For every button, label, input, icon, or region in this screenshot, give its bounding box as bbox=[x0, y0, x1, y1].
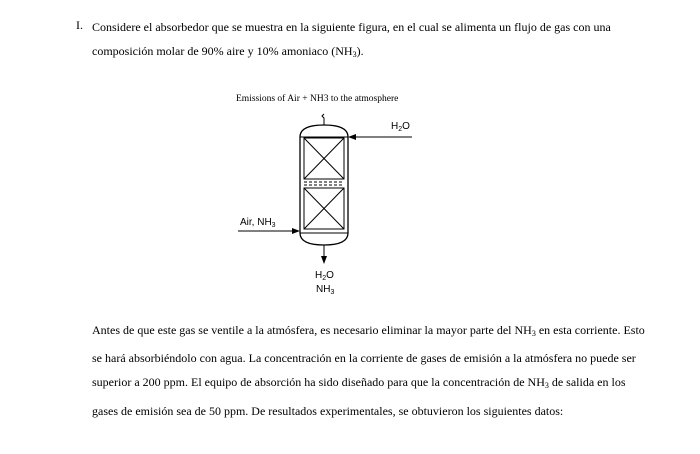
body-text-1: Antes de que este gas se ventile a la atmósfera, es necesario eliminar la mayor parte del NH bbox=[92, 323, 532, 337]
body-subscript-2: 3 bbox=[544, 381, 549, 391]
top-vent-line bbox=[322, 114, 324, 125]
gas-inlet-label-text: Air, NH bbox=[240, 217, 272, 228]
intro-text-2: ). bbox=[356, 43, 364, 58]
gas-inlet-label bbox=[240, 217, 276, 232]
water-inlet-label-sub: 2 bbox=[398, 126, 403, 133]
bottom-ammonia-label bbox=[316, 284, 334, 299]
body-subscript-1: 3 bbox=[531, 329, 536, 338]
intro-subscript: 3 bbox=[352, 49, 357, 59]
bottom-ammonia-label-sub: 3 bbox=[330, 289, 335, 296]
body-text-2: en esta corriente. Esto se hará absorbiéndolo con agua. La concentración en la corriente de gases de emisión a la atmósfera no puede ser superior a 200 ppm. El equipo de absorción ha sido diseñado para que la concentración de NH bbox=[92, 323, 645, 390]
bottom-water-label bbox=[315, 270, 334, 285]
problem-body bbox=[92, 318, 652, 423]
water-inlet-arrowhead bbox=[348, 134, 356, 140]
problem-number: I. bbox=[76, 18, 83, 32]
bottom-water-label-sub: 2 bbox=[322, 275, 327, 282]
water-inlet-label bbox=[391, 121, 410, 136]
water-inlet-label-h: H bbox=[391, 121, 399, 132]
bottom-water-label-o: O bbox=[326, 270, 334, 281]
intro-text-1: Considere el absorbedor que se muestra en la siguiente figura, en el cual se alimenta un flujo de gas con una composición molar de 90% aire y 10% amoniaco (NH bbox=[92, 20, 611, 58]
body-text-3: de salida en los gases de emisión sea de 50 ppm. De resultados experimentales, se obtuvieron los siguientes datos: bbox=[92, 375, 626, 418]
bottom-water-label-h: H bbox=[315, 270, 323, 281]
gas-inlet-arrowhead bbox=[292, 228, 300, 234]
water-inlet-label-o: O bbox=[402, 121, 410, 132]
bottom-outlet-arrowhead bbox=[321, 256, 327, 264]
figure-caption: Emissions of Air + NH3 to the atmosphere bbox=[236, 94, 399, 104]
bottom-ammonia-label-text: NH bbox=[316, 284, 331, 295]
gas-inlet-label-sub: 3 bbox=[271, 222, 276, 229]
